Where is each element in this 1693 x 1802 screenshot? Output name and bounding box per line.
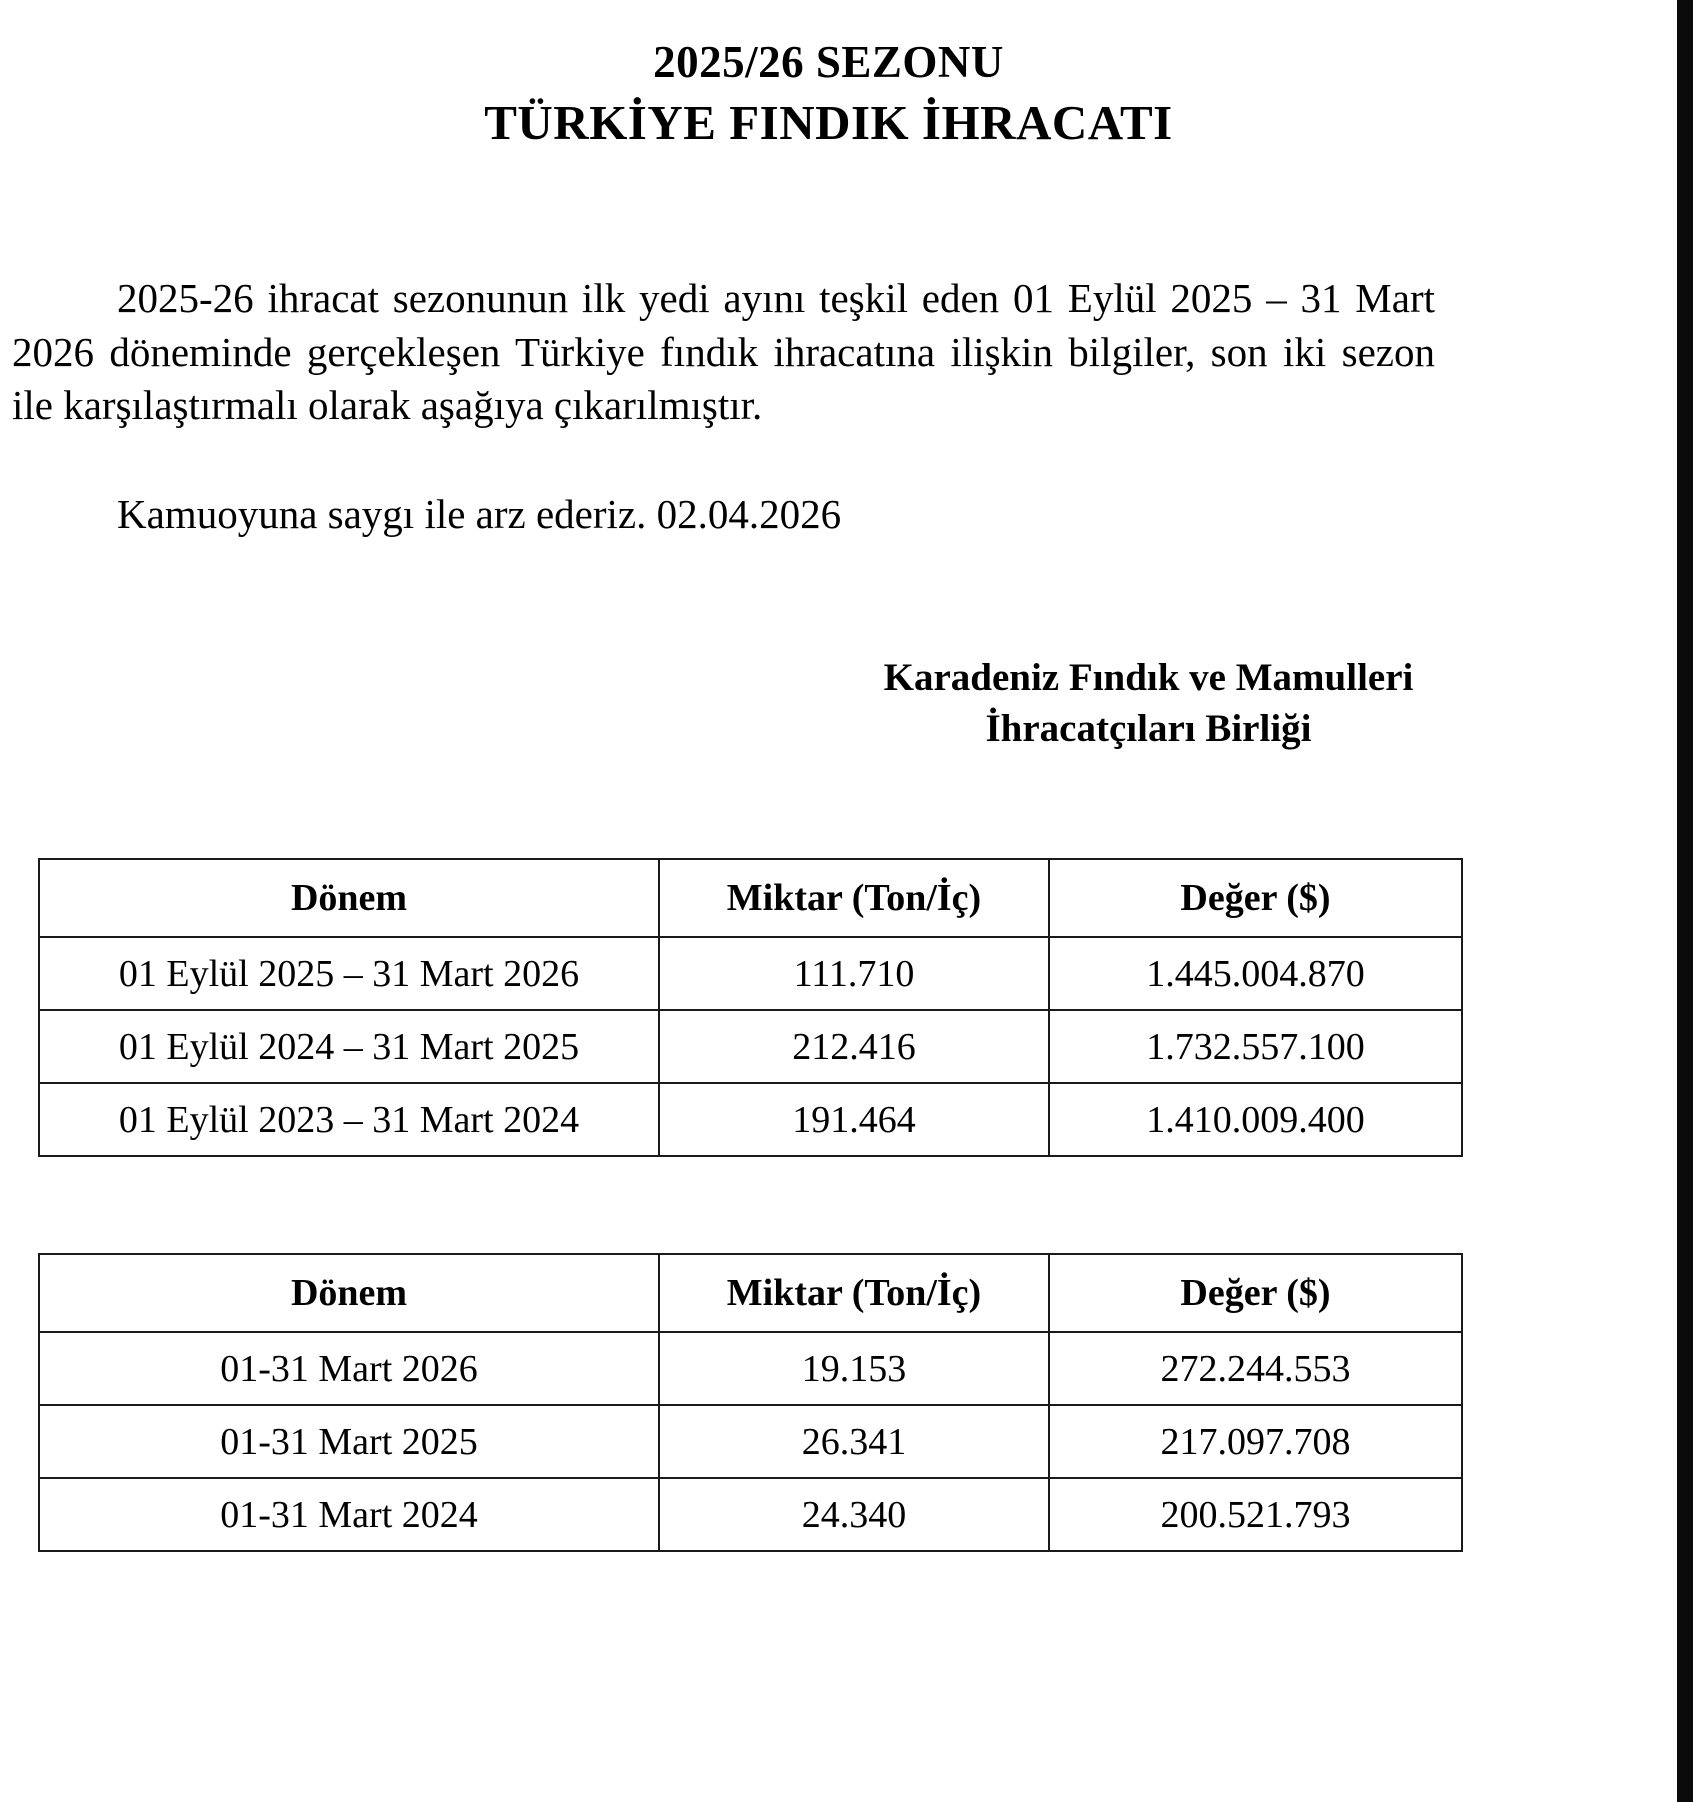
title-line-season: 2025/26 SEZONU — [653, 37, 1004, 87]
table-row — [39, 1405, 1462, 1478]
body-text — [0, 272, 1657, 541]
cell-donem: 01-31 Mart 2025 — [39, 1405, 659, 1478]
column-header-deger: Değer ($) — [1049, 1254, 1462, 1332]
table-header-row — [39, 859, 1462, 937]
cell-donem: 01 Eylül 2024 – 31 Mart 2025 — [39, 1010, 659, 1083]
table-header-row — [39, 1254, 1462, 1332]
intro-paragraph: 2025-26 ihracat sezonunun ilk yedi ayını teşkil eden 01 Eylül 2025 – 31 Mart 2026 döneminde gerçekleşen Türkiye fındık ihracatına ilişkin bilgiler, son iki sezon ile karşılaştırmalı olarak aşağıya çıkarılmıştır. — [12, 275, 1435, 428]
signature-line-1: Karadeniz Fındık ve Mamulleri — [883, 655, 1414, 699]
column-header-donem: Dönem — [39, 1254, 659, 1332]
cell-deger: 200.521.793 — [1049, 1478, 1462, 1551]
season-cumulative-table-wrapper — [0, 858, 1657, 1157]
table-row — [39, 1332, 1462, 1405]
signature-block — [0, 652, 1657, 755]
cell-deger: 1.410.009.400 — [1049, 1083, 1462, 1156]
cell-donem: 01-31 Mart 2026 — [39, 1332, 659, 1405]
cell-miktar: 111.710 — [659, 937, 1049, 1010]
document-title — [0, 0, 1657, 154]
column-header-deger: Değer ($) — [1049, 859, 1462, 937]
column-header-miktar: Miktar (Ton/İç) — [659, 859, 1049, 937]
scan-edge-shadow — [1677, 0, 1693, 1802]
cell-deger: 272.244.553 — [1049, 1332, 1462, 1405]
table-row — [39, 1478, 1462, 1551]
cell-miktar: 19.153 — [659, 1332, 1049, 1405]
cell-deger: 1.732.557.100 — [1049, 1010, 1462, 1083]
cell-miktar: 212.416 — [659, 1010, 1049, 1083]
cell-miktar: 191.464 — [659, 1083, 1049, 1156]
monthly-march-table-wrapper — [0, 1253, 1657, 1552]
closing-paragraph: Kamuoyuna saygı ile arz ederiz. 02.04.2026 — [117, 491, 842, 538]
table-row — [39, 1083, 1462, 1156]
table-row — [39, 1010, 1462, 1083]
column-header-miktar: Miktar (Ton/İç) — [659, 1254, 1049, 1332]
title-line-subject: TÜRKİYE FINDIK İHRACATI — [484, 94, 1173, 150]
cell-donem: 01 Eylül 2025 – 31 Mart 2026 — [39, 937, 659, 1010]
table-row — [39, 937, 1462, 1010]
cell-deger: 1.445.004.870 — [1049, 937, 1462, 1010]
cell-donem: 01-31 Mart 2024 — [39, 1478, 659, 1551]
season-cumulative-table — [38, 858, 1463, 1157]
cell-miktar: 26.341 — [659, 1405, 1049, 1478]
signature-line-2: İhracatçıları Birliği — [985, 706, 1312, 750]
monthly-march-table — [38, 1253, 1463, 1552]
cell-miktar: 24.340 — [659, 1478, 1049, 1551]
page-margin — [1657, 0, 1677, 1802]
cell-deger: 217.097.708 — [1049, 1405, 1462, 1478]
column-header-donem: Dönem — [39, 859, 659, 937]
cell-donem: 01 Eylül 2023 – 31 Mart 2024 — [39, 1083, 659, 1156]
